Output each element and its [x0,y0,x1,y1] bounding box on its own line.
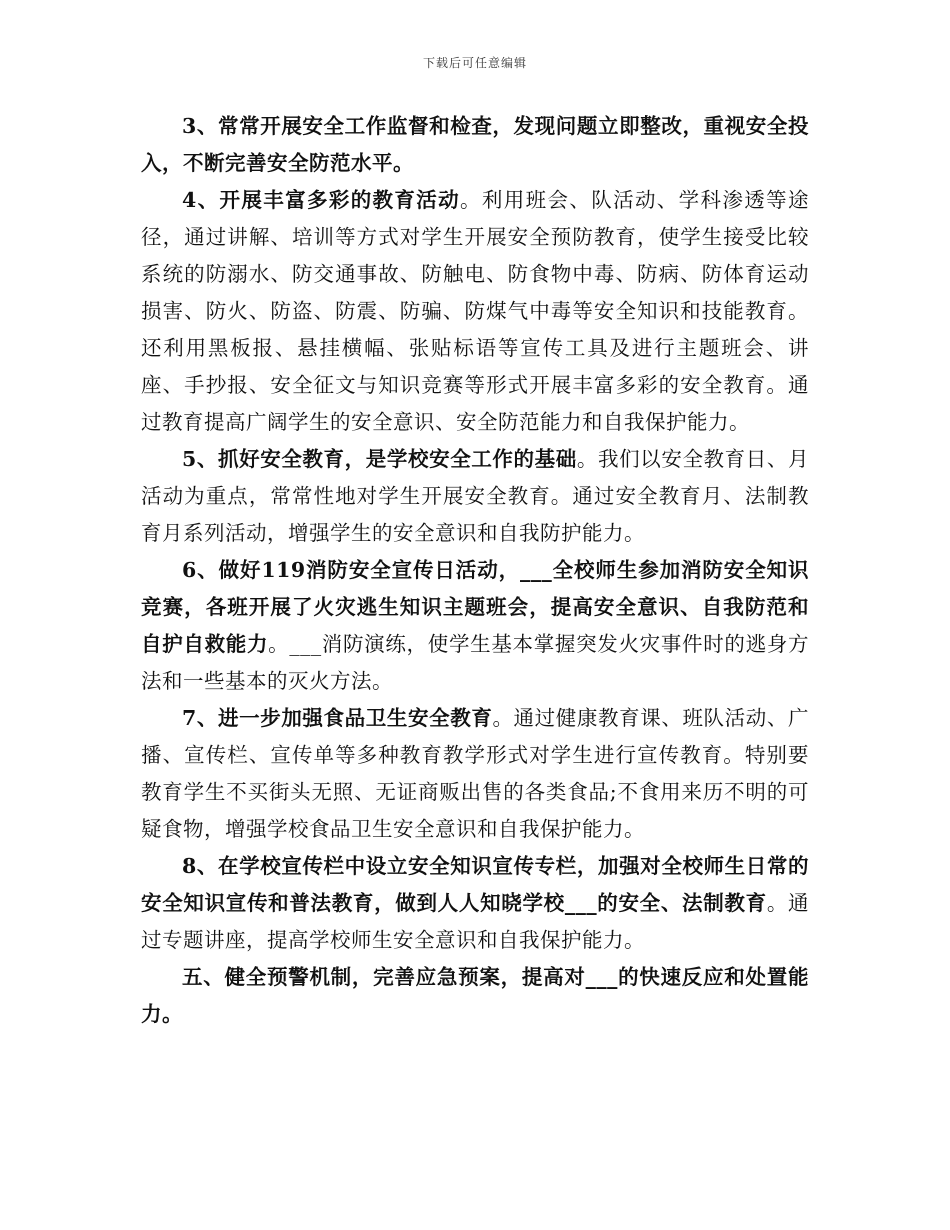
paragraph-6 [141,552,809,700]
paragraph-5-heading: 5、抓好安全教育，是学校安全工作的基础 [182,447,577,471]
section-5-heading [141,959,809,1033]
paragraph-8-heading: 8、在学校宣传栏中设立安全知识宣传专栏，加强对全校师生日常的安全知识宣传和普法教育，做到人人知晓学校___的安全、法制教育 [141,854,809,915]
paragraph-4-text: 。利用班会、队活动、学科渗透等途径，通过讲解、培训等方式对学生开展安全预防教育，使学生接受比较系统的防溺水、防交通事故、防触电、防食物中毒、防病、防体育运动损害、防火、防盗、防震、防骗、防煤气中毒等安全知识和技能教育。还利用黑板报、悬挂横幅、张贴标语等宣传工具及进行主题班会、讲座、手抄报、安全征文与知识竞赛等形式开展丰富多彩的安全教育。通过教育提高广阔学生的安全意识、安全防范能力和自我保护能力。 [141,188,809,434]
paragraph-7-heading: 7、进一步加强食品卫生安全教育 [182,706,493,730]
paragraph-7-text: 。通过健康教育课、班队活动、广播、宣传栏、宣传单等多种教育教学形式对学生进行宣传教育。特别要教育学生不买街头无照、无证商贩出售的各类食品;不食用来历不明的可疑食物，增强学校食品卫生安全意识和自我保护能力。 [141,706,809,841]
paragraph-5 [141,441,809,552]
section-5-heading-text: 五、健全预警机制，完善应急预案，提高对___的快速反应和处置能力。 [141,965,809,1026]
paragraph-6-heading: 6、做好119消防安全宣传日活动，___全校师生参加消防安全知识竞赛，各班开展了火灾逃生知识主题班会，提高安全意识、自我防范和自护自救能力 [141,558,809,656]
paragraph-8-text: 。通过专题讲座，提高学校师生安全意识和自我保护能力。 [141,891,810,952]
header-note: 下载后可任意编辑 [422,56,527,70]
paragraph-7 [141,700,809,848]
paragraph-4 [141,182,809,441]
document-body [141,108,809,1033]
paragraph-3-heading: 3、常常开展安全工作监督和检查，发现问题立即整改，重视安全投入，不断完善安全防范水平。 [141,114,809,175]
paragraph-6-text: 。___消防演练，使学生基本掌握突发火灾事件时的逃身方法和一些基本的灭火方法。 [141,632,810,693]
paragraph-3 [141,108,809,182]
paragraph-5-text: 。我们以安全教育日、月活动为重点，常常性地对学生开展安全教育。通过安全教育月、法制教育月系列活动，增强学生的安全意识和自我防护能力。 [141,447,810,545]
paragraph-4-heading: 4、开展丰富多彩的教育活动 [182,188,461,212]
paragraph-8 [141,848,809,959]
